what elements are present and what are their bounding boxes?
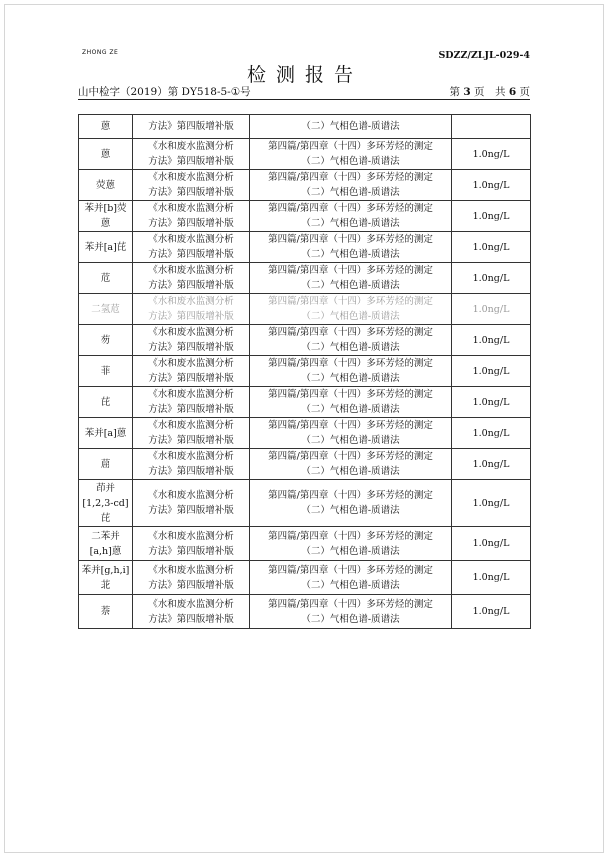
analyte-line: 苯并[g,h,i]	[81, 564, 130, 576]
document-code: SDZZ/ZLJL-029-4	[438, 50, 530, 61]
standard-cell	[133, 263, 250, 294]
standard-line: 《水和废水监测分析	[148, 490, 234, 501]
table-row	[79, 418, 531, 449]
standard-cell	[133, 595, 250, 629]
method-line: （二）气相色谱-质谱法	[301, 311, 400, 322]
method-cell	[250, 201, 452, 232]
table-row	[79, 232, 531, 263]
method-cell	[250, 561, 452, 595]
standard-line: 《水和废水监测分析	[148, 265, 234, 276]
method-line: 第四篇/第四章（十四）多环芳烃的测定	[268, 203, 433, 214]
analyte-cell: 䓛	[79, 449, 133, 480]
analyte-cell: 蒽	[79, 115, 133, 139]
method-line: 第四篇/第四章（十四）多环芳烃的测定	[268, 451, 433, 462]
standard-line: 《水和废水监测分析	[148, 451, 234, 462]
method-line: 第四篇/第四章（十四）多环芳烃的测定	[268, 420, 433, 431]
method-line: 第四篇/第四章（十四）多环芳烃的测定	[268, 490, 433, 501]
analyte-cell: 芴	[79, 325, 133, 356]
limit-cell: 1.0ng/L	[452, 527, 531, 561]
limit-cell: 1.0ng/L	[452, 325, 531, 356]
limit-cell: 1.0ng/L	[452, 139, 531, 170]
table-row	[79, 595, 531, 629]
table-row	[79, 387, 531, 418]
table-row	[79, 294, 531, 325]
page-indicator	[450, 84, 531, 99]
method-cell	[250, 418, 452, 449]
standard-line: 方法》第四版增补版	[148, 404, 234, 415]
standard-line: 方法》第四版增补版	[148, 342, 234, 353]
page-prefix: 第	[449, 86, 460, 98]
method-line: 第四篇/第四章（十四）多环芳烃的测定	[268, 234, 433, 245]
company-brand: ZHONG ZE	[82, 49, 119, 56]
standard-cell	[133, 356, 250, 387]
method-cell	[250, 387, 452, 418]
method-line: （二）气相色谱-质谱法	[301, 342, 400, 353]
analyte-cell: 苊	[79, 263, 133, 294]
standard-line: 方法》第四版增补版	[148, 373, 234, 384]
limit-cell: 1.0ng/L	[452, 595, 531, 629]
analyte-cell: 蒽	[79, 139, 133, 170]
page-mid: 页 共	[474, 86, 506, 98]
standard-cell	[133, 232, 250, 263]
standard-cell	[133, 527, 250, 561]
method-line: （二）气相色谱-质谱法	[301, 404, 400, 415]
analyte-cell	[79, 480, 133, 527]
method-line: （二）气相色谱-质谱法	[301, 579, 400, 591]
method-line: 第四篇/第四章（十四）多环芳烃的测定	[268, 598, 433, 610]
standard-line: 方法》第四版增补版	[148, 187, 234, 198]
limit-cell: 1.0ng/L	[452, 418, 531, 449]
standard-line: 方法》第四版增补版	[148, 218, 234, 229]
limit-cell: 1.0ng/L	[452, 449, 531, 480]
analyte-cell: 萘	[79, 595, 133, 629]
method-line: 第四篇/第四章（十四）多环芳烃的测定	[268, 389, 433, 400]
limit-cell: 1.0ng/L	[452, 294, 531, 325]
table-row	[79, 527, 531, 561]
limit-cell	[452, 115, 531, 139]
report-number: 山中检字（2019）第 DY518-5-①号	[78, 86, 251, 98]
page-current: 3	[463, 86, 471, 98]
page-title: 检测报告	[246, 64, 363, 86]
standard-line: 《水和废水监测分析	[148, 327, 234, 338]
method-cell	[250, 449, 452, 480]
method-line: 第四篇/第四章（十四）多环芳烃的测定	[268, 265, 433, 276]
method-line: （二）气相色谱-质谱法	[301, 187, 400, 198]
analyte-cell: 二氢苊	[79, 294, 133, 325]
method-cell	[250, 527, 452, 561]
limit-cell: 1.0ng/L	[452, 170, 531, 201]
table-row	[79, 263, 531, 294]
standard-line: 方法》第四版增补版	[148, 579, 234, 591]
method-line: 第四篇/第四章（十四）多环芳烃的测定	[268, 141, 433, 152]
analyte-line: 苝	[100, 579, 111, 591]
method-line: 第四篇/第四章（十四）多环芳烃的测定	[268, 296, 433, 307]
limit-cell: 1.0ng/L	[452, 201, 531, 232]
method-line: （二）气相色谱-质谱法	[301, 435, 400, 446]
analyte-cell	[79, 527, 133, 561]
analyte-line: [a,h]蒽	[89, 545, 122, 557]
standard-line: 方法》第四版增补版	[148, 249, 234, 260]
standard-cell	[133, 480, 250, 527]
page-suffix: 页	[519, 86, 530, 98]
standard-cell	[133, 139, 250, 170]
header-rule	[78, 99, 530, 100]
table-row	[79, 201, 531, 232]
table-row	[79, 356, 531, 387]
method-line: 第四篇/第四章（十四）多环芳烃的测定	[268, 327, 433, 338]
method-line: （二）气相色谱-质谱法	[301, 613, 400, 625]
method-line: （二）气相色谱-质谱法	[301, 280, 400, 291]
page-total: 6	[508, 86, 517, 98]
analyte-cell	[79, 561, 133, 595]
standard-line: 方法》第四版增补版	[148, 545, 234, 557]
method-line: （二）气相色谱-质谱法	[301, 218, 400, 229]
analyte-cell: 菲	[79, 356, 133, 387]
analyte-cell: 苯并[a]蒽	[79, 418, 133, 449]
table-row	[79, 115, 531, 139]
method-cell	[250, 325, 452, 356]
standard-cell	[133, 115, 250, 139]
limit-cell: 1.0ng/L	[452, 480, 531, 527]
analyte-cell: 苯并[b]荧蒽	[79, 201, 133, 232]
table-row	[79, 449, 531, 480]
standard-line: 方法》第四版增补版	[148, 121, 234, 132]
method-line: 第四篇/第四章（十四）多环芳烃的测定	[268, 564, 433, 576]
standard-line: 《水和废水监测分析	[148, 598, 234, 610]
method-cell	[250, 480, 452, 527]
limit-cell: 1.0ng/L	[452, 561, 531, 595]
standard-line: 《水和废水监测分析	[148, 203, 234, 214]
table-row	[79, 480, 531, 527]
method-line: （二）气相色谱-质谱法	[301, 249, 400, 260]
standard-cell	[133, 387, 250, 418]
standard-cell	[133, 449, 250, 480]
table-row	[79, 139, 531, 170]
method-line: 第四篇/第四章（十四）多环芳烃的测定	[268, 358, 433, 369]
standard-line: 方法》第四版增补版	[148, 613, 234, 625]
standard-line: 《水和废水监测分析	[148, 141, 234, 152]
analyte-line: 茚并	[95, 482, 115, 494]
method-cell	[250, 356, 452, 387]
method-cell	[250, 115, 452, 139]
analyte-cell: 荧蒽	[79, 170, 133, 201]
standard-cell	[133, 294, 250, 325]
method-line: （二）气相色谱-质谱法	[301, 505, 400, 516]
method-cell	[250, 294, 452, 325]
limit-cell: 1.0ng/L	[452, 263, 531, 294]
standard-cell	[133, 201, 250, 232]
table-row	[79, 325, 531, 356]
method-cell	[250, 263, 452, 294]
standard-line: 《水和废水监测分析	[148, 234, 234, 245]
method-line: （二）气相色谱-质谱法	[301, 121, 400, 132]
standard-cell	[133, 325, 250, 356]
analyte-cell: 芘	[79, 387, 133, 418]
standard-cell	[133, 170, 250, 201]
standard-line: 《水和废水监测分析	[148, 530, 234, 542]
standard-line: 《水和废水监测分析	[148, 296, 234, 307]
standard-cell	[133, 561, 250, 595]
standard-cell	[133, 418, 250, 449]
method-line: （二）气相色谱-质谱法	[301, 156, 400, 167]
method-cell	[250, 232, 452, 263]
limit-cell: 1.0ng/L	[452, 387, 531, 418]
standard-line: 《水和废水监测分析	[148, 172, 234, 183]
method-cell	[250, 595, 452, 629]
analyte-line: [1,2,3-cd]	[82, 497, 129, 509]
table-row	[79, 170, 531, 201]
limit-cell: 1.0ng/L	[452, 356, 531, 387]
method-line: （二）气相色谱-质谱法	[301, 373, 400, 384]
standard-line: 《水和废水监测分析	[148, 358, 234, 369]
method-line: （二）气相色谱-质谱法	[301, 545, 400, 557]
standard-line: 方法》第四版增补版	[148, 435, 234, 446]
standard-line: 方法》第四版增补版	[148, 311, 234, 322]
analyte-cell: 苯并[a]芘	[79, 232, 133, 263]
standard-line: 《水和废水监测分析	[148, 389, 234, 400]
standard-line: 方法》第四版增补版	[148, 280, 234, 291]
analyte-line: 二苯并	[91, 530, 120, 542]
method-line: （二）气相色谱-质谱法	[301, 466, 400, 477]
standard-line: 方法》第四版增补版	[148, 505, 234, 516]
analyte-line: 芘	[100, 512, 111, 524]
method-line: 第四篇/第四章（十四）多环芳烃的测定	[268, 530, 433, 542]
table-row	[79, 561, 531, 595]
method-cell	[250, 139, 452, 170]
limit-cell: 1.0ng/L	[452, 232, 531, 263]
method-line: 第四篇/第四章（十四）多环芳烃的测定	[268, 172, 433, 183]
standard-line: 《水和废水监测分析	[148, 564, 234, 576]
method-cell	[250, 170, 452, 201]
results-table	[78, 114, 531, 629]
standard-line: 方法》第四版增补版	[148, 466, 234, 477]
standard-line: 《水和废水监测分析	[148, 420, 234, 431]
standard-line: 方法》第四版增补版	[148, 156, 234, 167]
